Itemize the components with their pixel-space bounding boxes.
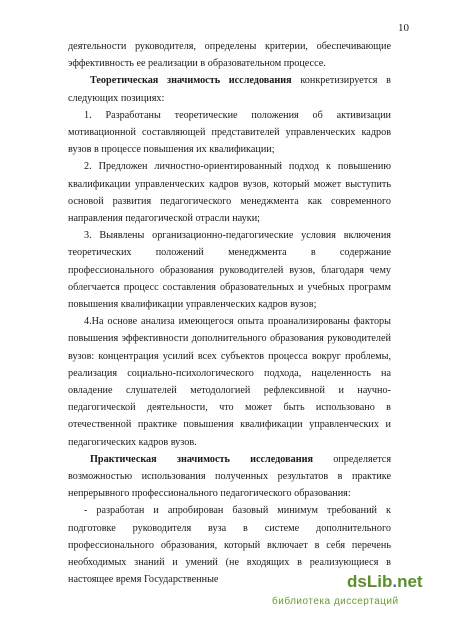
- heading-practical-significance: Практическая значимость исследования: [90, 453, 313, 465]
- heading-theoretical-significance: Теоретическая значимость исследования: [90, 75, 292, 87]
- list-item-4: 4.На основе анализа имеющегося опыта проанализированы факторы повышения эффективности дополнительного образования руководителей вузов: концентрация усилий всех субъектов процесса вокруг проблемы, реализация социально-психологического подхода, нацеленность на овладение слушателей методологией рефлексивной и научно-педагогической деятельности, что может быть использовано в отечественной практике повышения квалификации управленческих и педагогических кадров вузов.: [68, 316, 391, 448]
- list-item-5: - разработан и апробирован базовый минимум требований к подготовке руководителя вуза в системе дополнительного профессионального образования, который включает в себя перечень необходимых знаний и умений (не входящих в реализующиеся в настоящее время Государственные: [68, 505, 391, 586]
- paragraph-theoretical-significance: [68, 72, 391, 106]
- list-item-3: 3. Выявлены организационно-педагогические условия включения теоретических положений менеджмента в содержание профессионального образования руководителей вузов, благодаря чему облегчается процесс составления образовательных и учебных программ повышения квалификации управленческих кадров вузов;: [68, 230, 391, 311]
- list-item-2: 2. Предложен личностно-ориентированный подход к повышению квалификации управленческих кадров вузов, который может выступить основой развития педагогического менеджмента как современного направления педагогической отрасли науки;: [68, 161, 391, 225]
- paragraph-7-text: определяется возможностью использования полученных результатов в практике непрерывного профессионального педагогического образования:: [68, 453, 392, 500]
- document-body: [68, 38, 391, 589]
- paragraph-1: деятельности руководителя, определены критерии, обеспечивающие эффективность ее реализации в образовательном процессе.: [68, 41, 391, 70]
- list-item-1: 1. Разработаны теоретические положения об активизации мотивационной составляющей представителей управленческих кадров вузов в процессе повышения их квалификации;: [68, 109, 391, 156]
- paragraph-2-text: конкретизируется в следующих позициях:: [68, 75, 391, 104]
- watermark-logo: dsLib.net: [347, 572, 423, 591]
- watermark-tagline: библиотека диссертаций: [272, 596, 399, 607]
- watermark: [272, 572, 442, 618]
- paragraph-practical-significance: [68, 451, 391, 503]
- page-number: 10: [398, 22, 409, 34]
